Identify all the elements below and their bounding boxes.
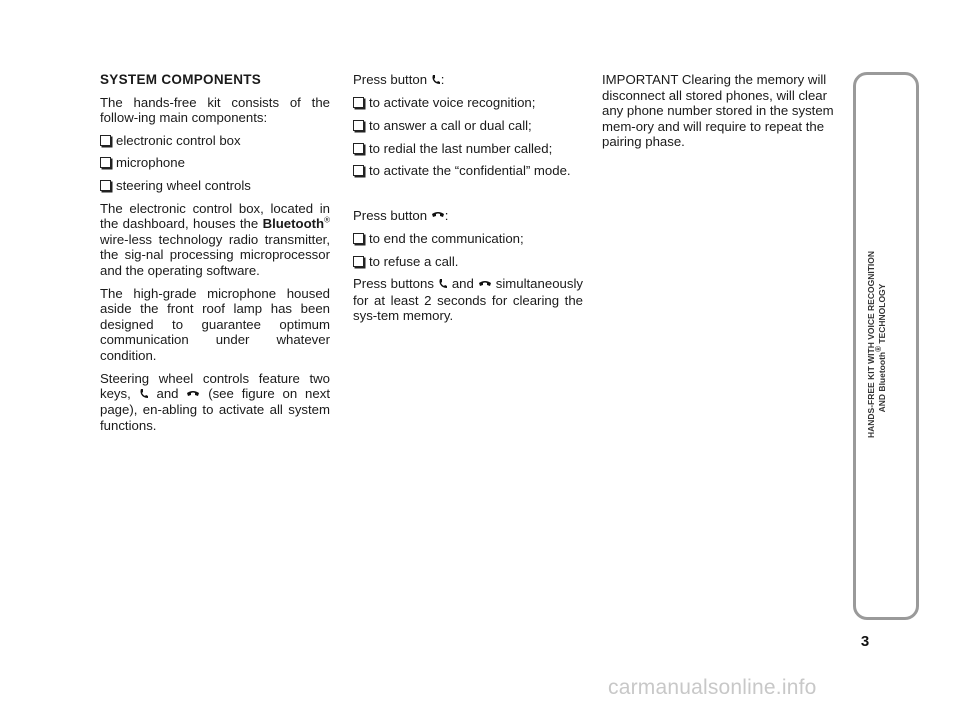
phone-pickup-icon [438,277,448,293]
list-item: electronic control box [100,133,330,149]
press-pickup-line: Press button : [353,72,445,87]
checkbox-bullet-icon [353,120,364,131]
checkbox-bullet-icon [353,97,364,108]
list-item: to answer a call or dual call; [353,118,583,134]
steering-controls-paragraph: Steering wheel controls feature two keys, and (see figure on next page), en-abling to activate all system functions. [100,370,330,433]
list-item: to refuse a call. [353,254,583,270]
column-system-components [100,72,330,441]
list-item: steering wheel controls [100,178,330,194]
checkbox-bullet-icon [100,180,111,191]
section-heading: SYSTEM COMPONENTS [100,72,262,87]
spacer [353,186,583,208]
press-hangup-line: Press button : [353,207,449,223]
checkbox-bullet-icon [100,135,111,146]
page-number: 3 [860,633,870,650]
microphone-paragraph: The high-grade microphone housed aside the front roof lamp has been designed to guarantee optimum communication under whatever condition. [100,285,330,363]
intro-text: The hands-free kit consists of the follow-ing main components: [100,94,330,126]
phone-pickup-icon [139,387,149,403]
list-item: microphone [100,155,330,171]
checkbox-bullet-icon [100,157,111,168]
list-item: to end the communication; [353,231,583,247]
chapter-title-line2: AND Bluetooth® TECHNOLOGY [874,283,887,413]
phone-hangup-icon [186,387,200,403]
checkbox-bullet-icon [353,165,364,176]
chapter-title-line1: HANDS-FREE KIT WITH VOICE RECOGNITION [866,251,876,438]
important-note: IMPORTANT Clearing the memory will disconnect all stored phones, will clear any phone number stored in the system mem-ory and will require to repeat the pairing phase. [602,72,834,150]
phone-hangup-icon [478,277,492,293]
checkbox-bullet-icon [353,256,364,267]
list-item: to activate the “confidential” mode. [353,163,583,179]
column-button-functions [353,72,583,331]
checkbox-bullet-icon [353,233,364,244]
list-item: to activate voice recognition; [353,95,583,111]
clear-memory-paragraph: Press buttons and simultaneously for at least 2 seconds for clearing the sys-tem memory. [353,276,583,324]
bluetooth-brand: Bluetooth [262,216,325,232]
column-important-note [602,72,834,157]
phone-pickup-icon [431,73,441,89]
list-item: to redial the last number called; [353,141,583,157]
phone-hangup-icon [431,208,445,224]
watermark: carmanualsonline.info [608,676,817,699]
checkbox-bullet-icon [353,143,364,154]
control-box-paragraph: The electronic control box, located in the dashboard, houses the Bluetooth® wire-less technology radio transmitter, the sig-nal processing microprocessor and the operating software. [100,200,330,278]
